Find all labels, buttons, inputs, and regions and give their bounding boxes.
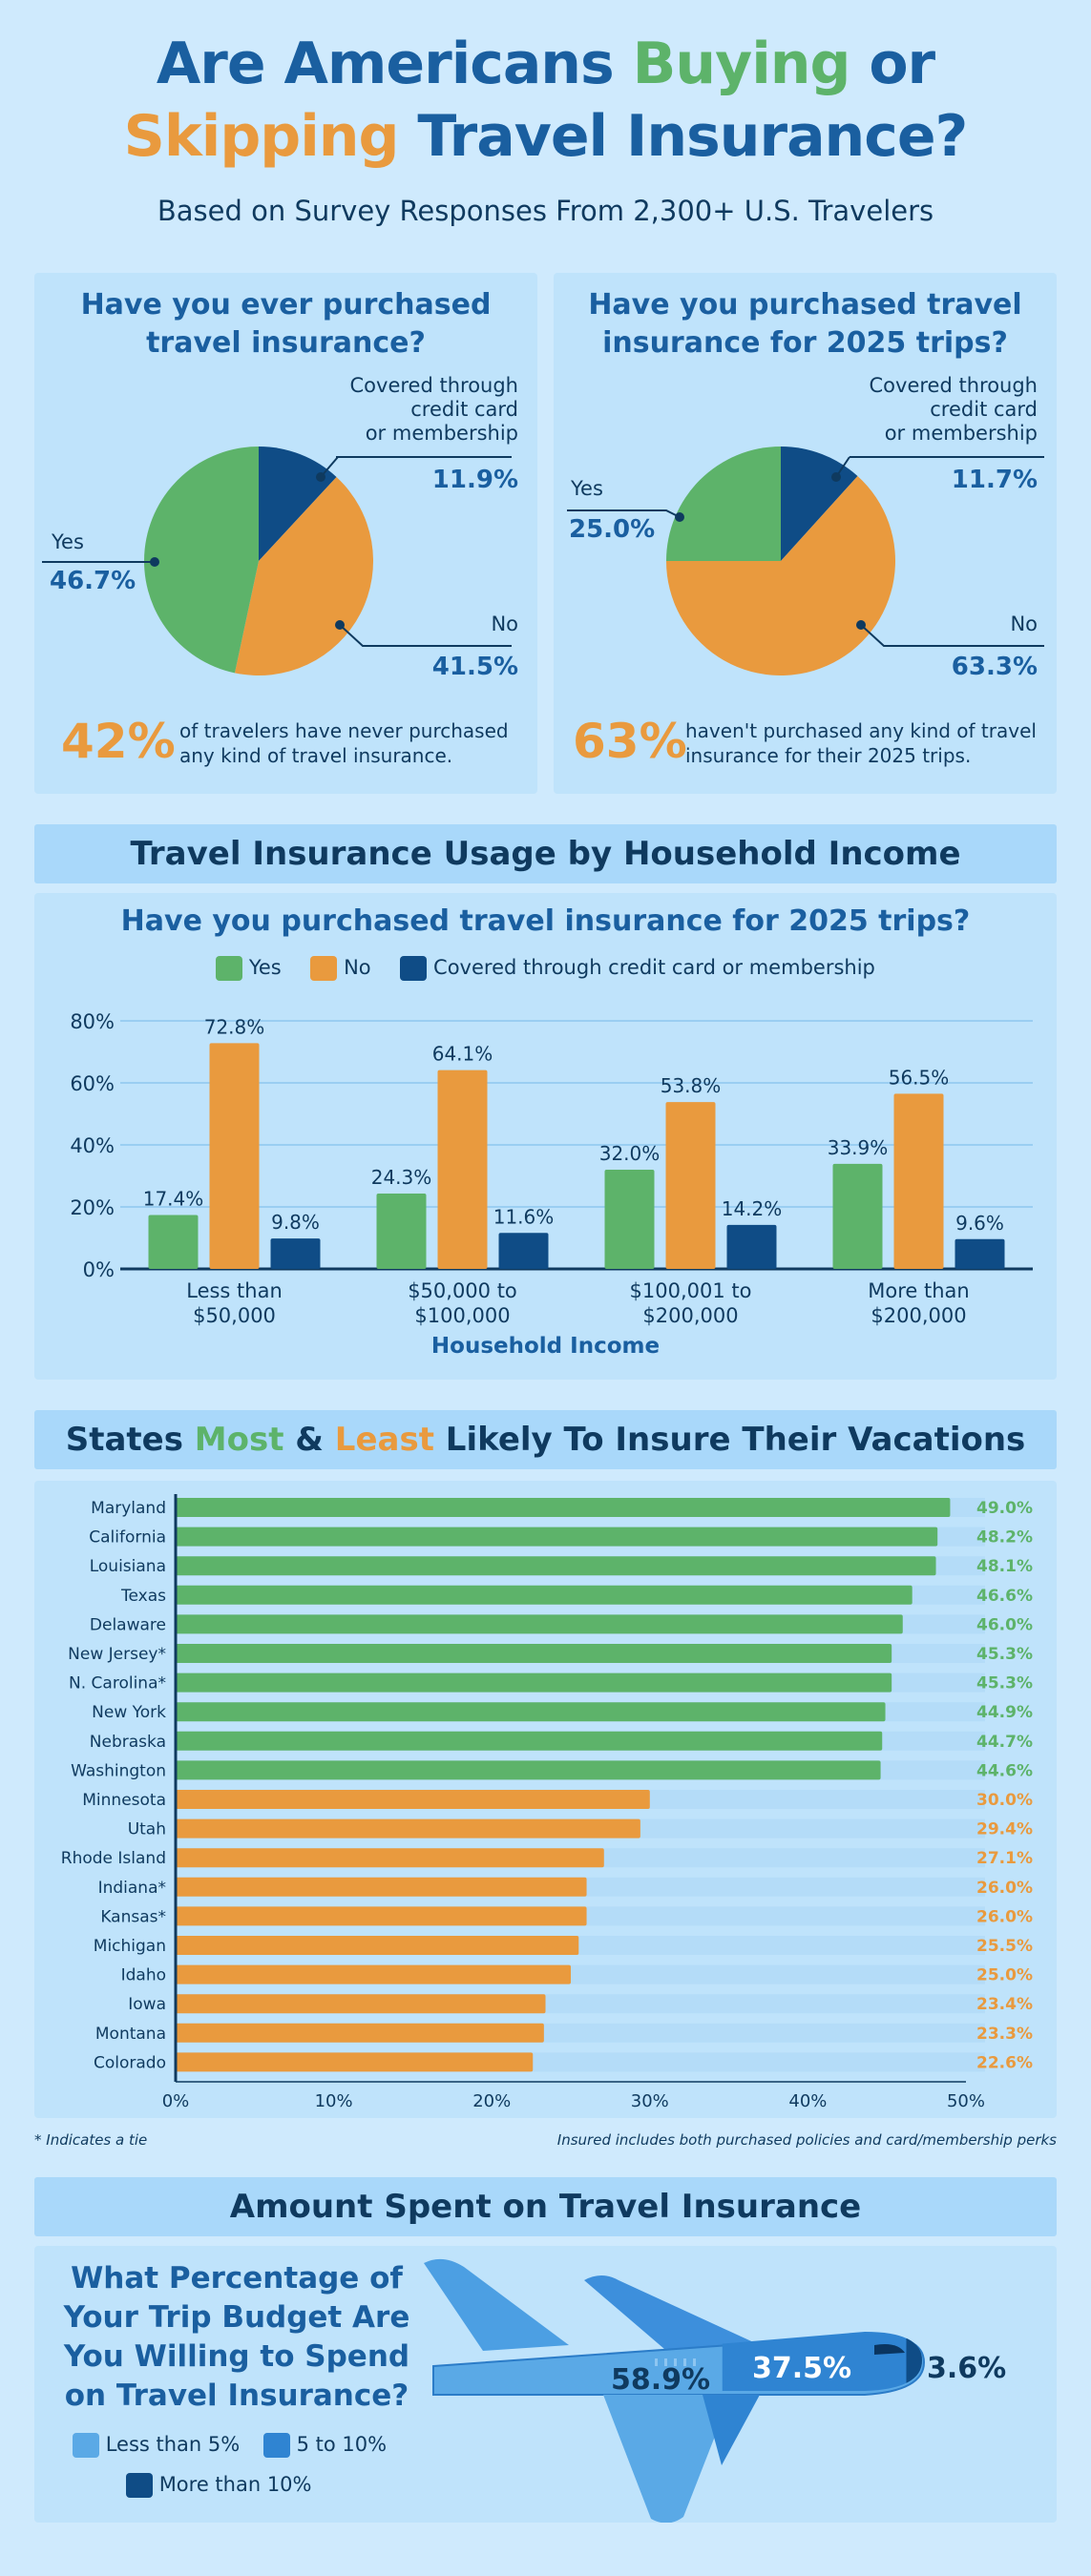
state-value-label: 48.1% xyxy=(976,1557,1033,1577)
state-label: Kansas* xyxy=(100,1907,166,1927)
state-label: Maryland xyxy=(91,1499,166,1518)
income-chart-panel xyxy=(34,893,1057,1380)
label-line: credit card xyxy=(930,398,1038,421)
state-value-label: 45.3% xyxy=(976,1645,1033,1664)
x-category-label: Less than xyxy=(186,1279,283,1302)
state-value-label: 23.3% xyxy=(976,2024,1033,2044)
bar-value-label: 33.9% xyxy=(827,1135,889,1159)
label-line: Covered through xyxy=(869,374,1038,397)
spend-panel xyxy=(34,2246,1057,2523)
leader-dot xyxy=(150,557,159,567)
state-bar xyxy=(176,1760,881,1779)
plane-tail-icon xyxy=(424,2259,569,2351)
question-line: travel insurance? xyxy=(146,326,426,360)
state-bar xyxy=(176,1586,913,1605)
bar-value-label: 56.5% xyxy=(888,1066,950,1090)
pie-right-callout-pct: 63% xyxy=(573,714,687,769)
income-question: Have you purchased travel insurance for 2025 trips? xyxy=(120,904,971,938)
state-value-label: 49.0% xyxy=(976,1499,1033,1518)
leader-no xyxy=(340,625,512,646)
pie-right-no-value: 63.3% xyxy=(951,653,1038,681)
state-value-label: 26.0% xyxy=(976,1878,1033,1898)
label-line: or membership xyxy=(884,422,1038,445)
bar-yes xyxy=(833,1164,883,1269)
state-label: Louisiana xyxy=(89,1557,166,1577)
legend-label: More than 10% xyxy=(158,2473,312,2496)
state-label: Montana xyxy=(94,2024,166,2044)
title-part: Likely To Insure Their Vacations xyxy=(433,1421,1026,1459)
title-part: States xyxy=(65,1421,195,1459)
bar-yes xyxy=(149,1215,199,1269)
y-tick-label: 80% xyxy=(70,1010,115,1033)
pie-left-callout-text xyxy=(179,718,509,768)
state-bar xyxy=(176,1556,936,1575)
spend-section-title: Amount Spent on Travel Insurance xyxy=(34,2177,1057,2236)
title-most: Most xyxy=(194,1421,284,1459)
x-category-label: $200,000 xyxy=(871,1304,967,1327)
state-value-label: 25.5% xyxy=(976,1937,1033,1956)
bar-value-label: 64.1% xyxy=(431,1042,493,1066)
leader-dot xyxy=(335,620,345,630)
spend-value-lt5: 58.9% xyxy=(611,2363,711,2397)
bar-value-label: 14.2% xyxy=(721,1196,783,1220)
insured-note: Insured includes both purchased policies and card/membership perks xyxy=(556,2131,1057,2149)
main-title-line1 xyxy=(0,31,1091,97)
pie-slice-yes xyxy=(144,447,259,673)
y-tick-label: 60% xyxy=(70,1072,115,1095)
state-label: Michigan xyxy=(93,1937,166,1956)
x-category-label: $100,001 to xyxy=(629,1279,752,1302)
pie-left-yes-label: Yes xyxy=(52,530,84,553)
spend-value-5to10: 37.5% xyxy=(752,2352,852,2385)
bar-yes xyxy=(605,1170,655,1269)
pie-right-no-label: No xyxy=(1010,613,1038,635)
x-category-label: More than xyxy=(868,1279,970,1302)
title-buying: Buying xyxy=(632,31,850,97)
question-line: Have you purchased travel xyxy=(588,288,1022,322)
bar-value-label: 24.3% xyxy=(370,1166,432,1190)
leader-dot xyxy=(675,512,684,522)
state-label: Iowa xyxy=(128,1995,166,2015)
state-label: New Jersey* xyxy=(68,1645,166,1664)
question-line: Have you ever purchased xyxy=(80,288,492,322)
title-part: & xyxy=(283,1421,335,1459)
callout-line: any kind of travel insurance. xyxy=(179,744,453,767)
bar-yes xyxy=(377,1194,427,1269)
state-value-label: 48.2% xyxy=(976,1527,1033,1548)
question-line: insurance for 2025 trips? xyxy=(602,326,1008,360)
pie-slice-yes xyxy=(666,447,781,561)
x-category-label: $50,000 to xyxy=(408,1279,517,1302)
pie-right-covered-label xyxy=(870,374,1038,446)
state-label: Colorado xyxy=(94,2053,166,2073)
bar-no xyxy=(666,1102,716,1269)
state-value-label: 29.4% xyxy=(976,1819,1033,1839)
airplane-graphic xyxy=(34,2246,1057,2523)
bar-value-label: 9.6% xyxy=(955,1211,1004,1235)
legend-label: Yes xyxy=(248,956,282,979)
state-value-label: 44.6% xyxy=(976,1761,1033,1781)
question-line: You Willing to Spend xyxy=(63,2339,410,2374)
pie-right-yes-value: 25.0% xyxy=(569,515,656,544)
state-bar xyxy=(176,1965,571,1984)
pie-left-no-label: No xyxy=(491,613,518,635)
legend-label: No xyxy=(344,956,371,979)
pie-left-yes-value: 46.7% xyxy=(50,567,136,595)
x-category-label: $200,000 xyxy=(642,1304,739,1327)
state-bar xyxy=(176,1790,650,1809)
legend-label: 5 to 10% xyxy=(296,2433,388,2456)
label-line: credit card xyxy=(410,398,518,421)
x-tick-label: 10% xyxy=(314,2091,353,2111)
income-xlabel: Household Income xyxy=(430,1334,661,1359)
pie-panel-right xyxy=(554,273,1057,794)
pie-panel-left xyxy=(34,273,537,794)
state-label: California xyxy=(89,1527,166,1548)
state-bar xyxy=(176,1527,937,1547)
title-part: Travel Insurance? xyxy=(398,103,968,170)
pie-left-no-value: 41.5% xyxy=(431,653,518,681)
state-bar xyxy=(176,1936,578,1955)
states-section-title xyxy=(34,1410,1057,1469)
state-bar xyxy=(176,1878,587,1897)
state-value-label: 26.0% xyxy=(976,1907,1033,1927)
bar-value-label: 11.6% xyxy=(493,1205,555,1229)
question-line: Your Trip Budget Are xyxy=(63,2300,410,2335)
question-line: What Percentage of xyxy=(71,2261,403,2296)
bar-value-label: 72.8% xyxy=(203,1015,265,1039)
question-line: on Travel Insurance? xyxy=(64,2379,409,2413)
state-value-label: 30.0% xyxy=(976,1791,1033,1810)
state-label: Washington xyxy=(71,1761,166,1781)
bar-covered xyxy=(271,1238,321,1269)
bar-no xyxy=(894,1093,944,1269)
x-tick-label: 20% xyxy=(472,2091,512,2111)
income-section-title: Travel Insurance Usage by Household Income xyxy=(34,824,1057,883)
state-bar xyxy=(176,2052,533,2071)
title-least: Least xyxy=(334,1421,434,1459)
y-tick-label: 40% xyxy=(70,1134,115,1157)
plane-top-wing-icon xyxy=(584,2275,760,2349)
state-bar xyxy=(176,1819,640,1839)
label-line: Covered through xyxy=(349,374,518,397)
subtitle: Based on Survey Responses From 2,300+ U.S. Travelers xyxy=(157,195,934,227)
state-bar xyxy=(176,1644,892,1663)
state-bar xyxy=(176,1673,892,1693)
pie-left-callout-pct: 42% xyxy=(61,714,176,769)
y-tick-label: 20% xyxy=(70,1196,115,1219)
state-label: Rhode Island xyxy=(60,1849,166,1869)
state-bar xyxy=(176,1906,587,1925)
main-title-line2 xyxy=(0,103,1091,170)
bar-value-label: 9.8% xyxy=(271,1211,320,1235)
pie-left-covered-value: 11.9% xyxy=(431,466,518,494)
state-value-label: 27.1% xyxy=(976,1849,1033,1869)
state-bar xyxy=(176,1702,886,1721)
bar-covered xyxy=(499,1233,549,1269)
state-bar xyxy=(176,2024,544,2043)
leader-dot xyxy=(831,472,841,482)
bar-value-label: 32.0% xyxy=(598,1142,661,1165)
pie-right-covered-value: 11.7% xyxy=(951,466,1038,494)
state-bar xyxy=(176,1848,604,1867)
state-value-label: 25.0% xyxy=(976,1965,1033,1985)
title-part: Are Americans xyxy=(156,31,633,97)
state-label: Delaware xyxy=(89,1615,166,1635)
state-label: Texas xyxy=(121,1586,166,1606)
spend-value-gt10: 3.6% xyxy=(927,2352,1007,2385)
label-line: or membership xyxy=(365,422,518,445)
pie-right-yes-label: Yes xyxy=(571,477,603,500)
state-bar xyxy=(176,1732,882,1751)
callout-line: haven't purchased any kind of travel xyxy=(685,719,1037,742)
state-bar xyxy=(176,1994,546,2013)
callout-line: insurance for their 2025 trips. xyxy=(685,744,972,767)
state-bar xyxy=(176,1614,903,1633)
bar-covered xyxy=(727,1225,777,1269)
state-label: Idaho xyxy=(120,1965,166,1985)
leader-dot xyxy=(856,620,866,630)
state-value-label: 44.7% xyxy=(976,1732,1033,1752)
pie-right-callout-text xyxy=(685,718,1037,768)
state-bar xyxy=(176,1498,950,1517)
bar-value-label: 17.4% xyxy=(142,1187,204,1211)
state-label: Utah xyxy=(127,1819,166,1839)
x-category-label: $50,000 xyxy=(193,1304,276,1327)
states-bar-chart xyxy=(34,1481,1057,2118)
state-value-label: 22.6% xyxy=(976,2053,1033,2073)
legend-label: Less than 5% xyxy=(105,2433,241,2456)
state-value-label: 45.3% xyxy=(976,1673,1033,1693)
states-chart-panel xyxy=(34,1481,1057,2118)
state-label: Minnesota xyxy=(82,1791,166,1810)
tie-note: * Indicates a tie xyxy=(34,2131,148,2149)
pie-left-covered-label xyxy=(350,374,518,446)
x-tick-label: 50% xyxy=(946,2091,986,2111)
callout-line: of travelers have never purchased xyxy=(179,719,509,742)
state-value-label: 46.0% xyxy=(976,1615,1033,1635)
title-part: or xyxy=(850,31,935,97)
y-tick-label: 0% xyxy=(82,1258,115,1281)
x-category-label: $100,000 xyxy=(414,1304,511,1327)
leader-dot xyxy=(316,472,325,482)
income-bar-chart xyxy=(34,893,1057,1380)
title-skipping: Skipping xyxy=(123,103,399,170)
bar-no xyxy=(438,1070,488,1269)
bar-covered xyxy=(955,1239,1005,1269)
x-tick-label: 30% xyxy=(630,2091,669,2111)
state-label: N. Carolina* xyxy=(69,1673,166,1693)
bar-no xyxy=(210,1043,260,1269)
x-tick-label: 40% xyxy=(788,2091,828,2111)
state-value-label: 23.4% xyxy=(976,1995,1033,2015)
legend-label: Covered through credit card or membership xyxy=(433,956,875,979)
state-value-label: 44.9% xyxy=(976,1703,1033,1723)
state-value-label: 46.6% xyxy=(976,1586,1033,1606)
state-label: New York xyxy=(92,1703,166,1723)
bar-value-label: 53.8% xyxy=(660,1074,722,1098)
state-label: Indiana* xyxy=(97,1878,166,1898)
state-label: Nebraska xyxy=(89,1732,166,1752)
x-tick-label: 0% xyxy=(161,2091,190,2111)
